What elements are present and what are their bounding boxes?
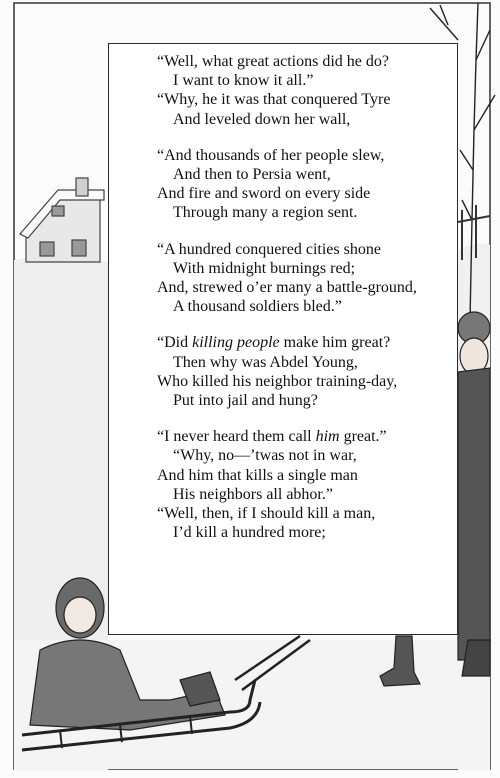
poem-stanza — [157, 52, 457, 129]
poem-stanza — [157, 240, 457, 317]
poem-text-panel — [108, 43, 458, 635]
poem-line: I want to know it all.” — [173, 72, 314, 90]
poem-line: And him that kills a single man — [157, 466, 358, 484]
poem-line: “Why, he it was that conquered Tyre — [157, 91, 391, 109]
poem-line: Put into jail and hung? — [173, 392, 318, 410]
poem-line: Then why was Abdel Young, — [173, 353, 358, 371]
poem-line: I’d kill a hundred more; — [173, 524, 326, 542]
poem-line — [157, 427, 457, 446]
poem — [157, 52, 457, 542]
snowy-house — [20, 178, 104, 262]
poem-line: With midnight burnings red; — [173, 259, 356, 277]
poem-line: And then to Persia went, — [173, 166, 331, 184]
poem-stanza — [157, 333, 457, 410]
poem-stanza — [157, 427, 457, 542]
poem-stanza — [157, 146, 457, 223]
poem-line — [157, 333, 457, 352]
poem-line-text: make him great? — [279, 334, 391, 352]
poem-line-text: “I never heard them call — [157, 428, 316, 446]
poem-line-text: “Did — [157, 334, 193, 352]
standing-child — [458, 312, 490, 676]
poem-line: “Well, what great actions did he do? — [157, 53, 389, 70]
poem-line: A thousand soldiers bled.” — [173, 298, 342, 316]
poem-line: And, strewed o’er many a battle-ground, — [157, 279, 417, 297]
poem-line: “Well, then, if I should kill a man, — [157, 505, 376, 523]
poem-line: “Why, no—’twas not in war, — [173, 447, 357, 465]
poem-line: And fire and sword on every side — [157, 185, 371, 203]
poem-line: “And thousands of her people slew, — [157, 146, 385, 164]
emphasized-text: him — [315, 428, 340, 446]
poem-line-text: great.” — [339, 428, 387, 446]
poem-line: “A hundred conquered cities shone — [157, 240, 381, 258]
poem-line: And leveled down her wall, — [173, 110, 351, 128]
poem-line: His neighbors all abhor.” — [173, 485, 333, 503]
poem-line: Who killed his neighbor training-day, — [157, 372, 398, 390]
emphasized-text: killing people — [192, 334, 280, 352]
poem-line: Through many a region sent. — [173, 204, 358, 222]
